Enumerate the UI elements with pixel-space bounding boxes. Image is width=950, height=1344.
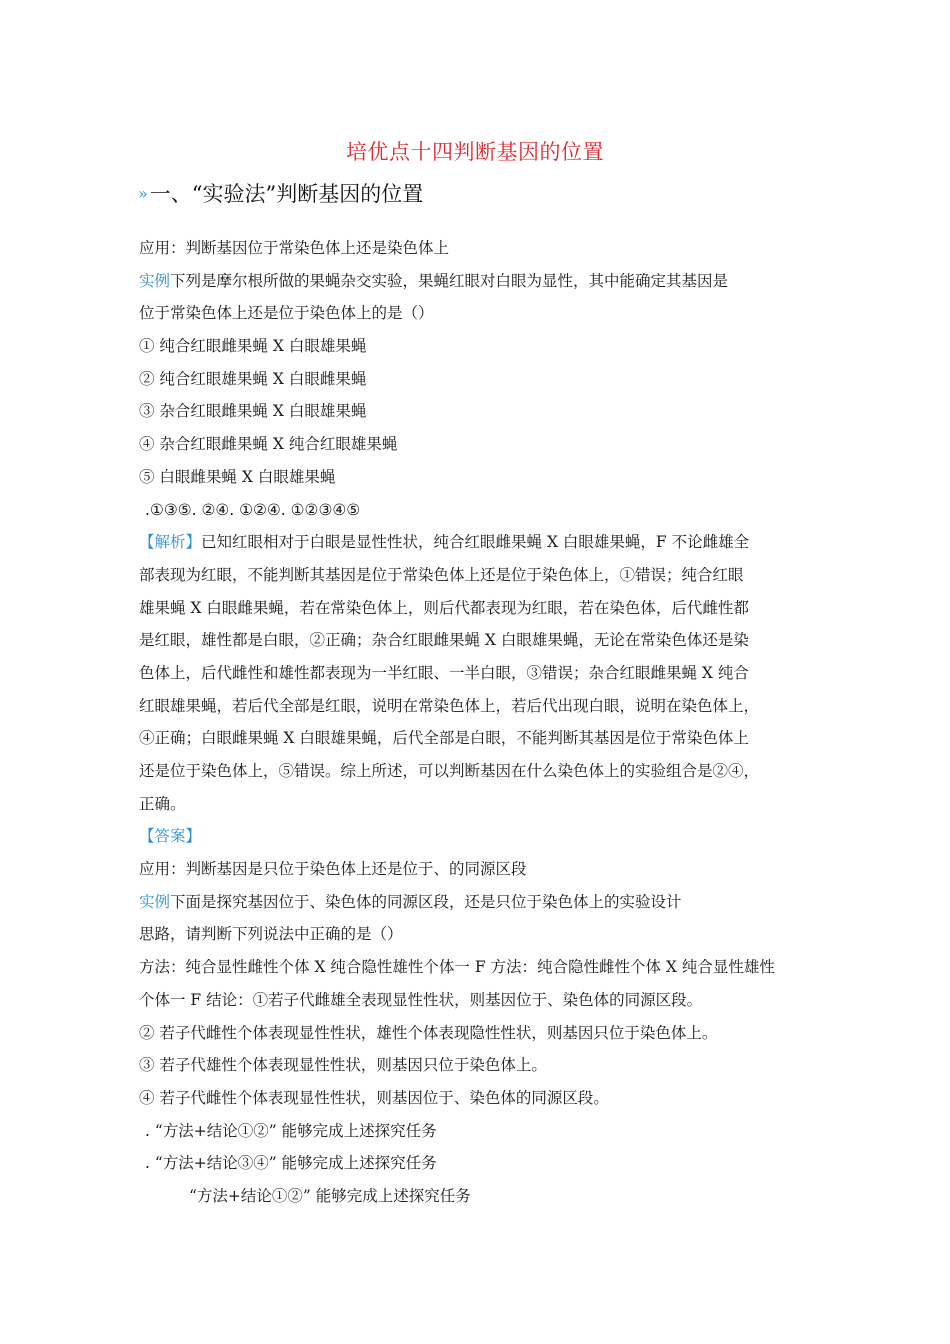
option-item: ① 纯合红眼雌果蝇 X 白眼雄果蝇 bbox=[139, 337, 367, 356]
example-text: 下面是探究基因位于、染色体的同源区段，还是只位于染色体上的实验设计 bbox=[170, 892, 682, 911]
analysis-line: 还是位于染色体上，⑤错误。综上所述，可以判断基因在什么染色体上的实验组合是②④， bbox=[139, 762, 760, 780]
choice-item: “方法+结论①②” 能够完成上述探究任务 bbox=[189, 1186, 471, 1205]
option-item: ⑤ 白眼雌果蝇 X 白眼雄果蝇 bbox=[139, 467, 336, 486]
example-text: 下列是摩尔根所做的果蝇杂交实验，果蝇红眼对白眼为显性，其中能确定其基因是 bbox=[170, 271, 729, 290]
page-title: 培优点十四判断基因的位置 bbox=[346, 140, 604, 164]
conclusion-item: ② 若子代雌性个体表现显性性状，雄性个体表现隐性性状，则基因只位于染色体上。 bbox=[139, 1023, 718, 1042]
section-marker-icon: » bbox=[138, 184, 148, 203]
conclusion-item: ④ 若子代雌性个体表现显性性状，则基因位于、染色体的同源区段。 bbox=[139, 1088, 609, 1107]
analysis-line: 是红眼，雄性都是白眼，②正确；杂合红眼雌果蝇 X 白眼雄果蝇，无论在常染色体还是染 bbox=[139, 631, 749, 650]
choice-item: . “方法+结论①②” 能够完成上述探究任务 bbox=[145, 1121, 437, 1140]
application-line-2: 应用：判断基因是只位于染色体上还是位于、的同源区段 bbox=[139, 860, 527, 879]
analysis-line bbox=[139, 526, 819, 559]
option-item: ④ 杂合红眼雌果蝇 X 纯合红眼雄果蝇 bbox=[139, 435, 398, 454]
conclusion-item: ③ 若子代雄性个体表现显性性状，则基因只位于染色体上。 bbox=[139, 1056, 547, 1075]
option-item: ③ 杂合红眼雌果蝇 X 白眼雄果蝇 bbox=[139, 402, 367, 421]
analysis-text: 已知红眼相对于白眼是显性性状，纯合红眼雌果蝇 X 白眼雄果蝇，F 不论雌雄全 bbox=[201, 533, 750, 552]
example-line-1 bbox=[139, 265, 819, 298]
method-line: 个体一 F 结论：①若子代雌雄全表现显性性状，则基因位于、染色体的同源区段。 bbox=[139, 990, 703, 1009]
analysis-line: 雄果蝇 X 白眼雌果蝇，若在常染色体上，则后代都表现为红眼，若在染色体，后代雌性都 bbox=[139, 598, 749, 617]
analysis-line: 正确。 bbox=[139, 794, 186, 813]
example-line-4: 思路，请判断下列说法中正确的是（） bbox=[139, 925, 403, 944]
answer-tag: 【答案】 bbox=[139, 827, 202, 846]
choice-item: . “方法+结论③④” 能够完成上述探究任务 bbox=[145, 1154, 437, 1173]
analysis-line: ④正确；白眼雌果蝇 X 白眼雄果蝇，后代全部是白眼，不能判断其基因是位于常染色体上 bbox=[139, 729, 749, 748]
section-heading bbox=[138, 178, 423, 208]
example-tag: 实例 bbox=[139, 271, 171, 290]
analysis-line: 红眼雄果蝇，若后代全部是红眼，说明在常染色体上，若后代出现白眼，说明在染色体上， bbox=[139, 696, 760, 715]
analysis-line: 部表现为红眼，不能判断其基因是位于常染色体上还是位于染色体上，①错误；纯合红眼 bbox=[139, 565, 744, 584]
analysis-line: 色体上，后代雌性和雄性都表现为一半红眼、一半白眼，③错误；杂合红眼雌果蝇 X 纯合 bbox=[139, 663, 749, 682]
document-body bbox=[139, 232, 819, 1213]
application-line-1: 应用：判断基因位于常染色体上还是染色体上 bbox=[139, 239, 450, 257]
option-item: ② 纯合红眼雄果蝇 X 白眼雌果蝇 bbox=[139, 369, 367, 388]
analysis-tag: 【解析】 bbox=[139, 533, 202, 552]
example-line-3 bbox=[139, 886, 819, 919]
answer-choices: .①③⑤. ②④. ①②④. ①②③④⑤ bbox=[145, 500, 361, 519]
example-line-2: 位于常染色体上还是位于染色体上的是（） bbox=[139, 304, 434, 323]
example-tag: 实例 bbox=[139, 892, 171, 911]
method-line: 方法：纯合显性雌性个体 X 纯合隐性雄性个体一 F 方法：纯合隐性雌性个体 X 纯合显性雄性 bbox=[139, 958, 775, 977]
answer-line bbox=[139, 820, 819, 853]
section-heading-text: 一、“实验法”判断基因的位置 bbox=[149, 182, 424, 206]
